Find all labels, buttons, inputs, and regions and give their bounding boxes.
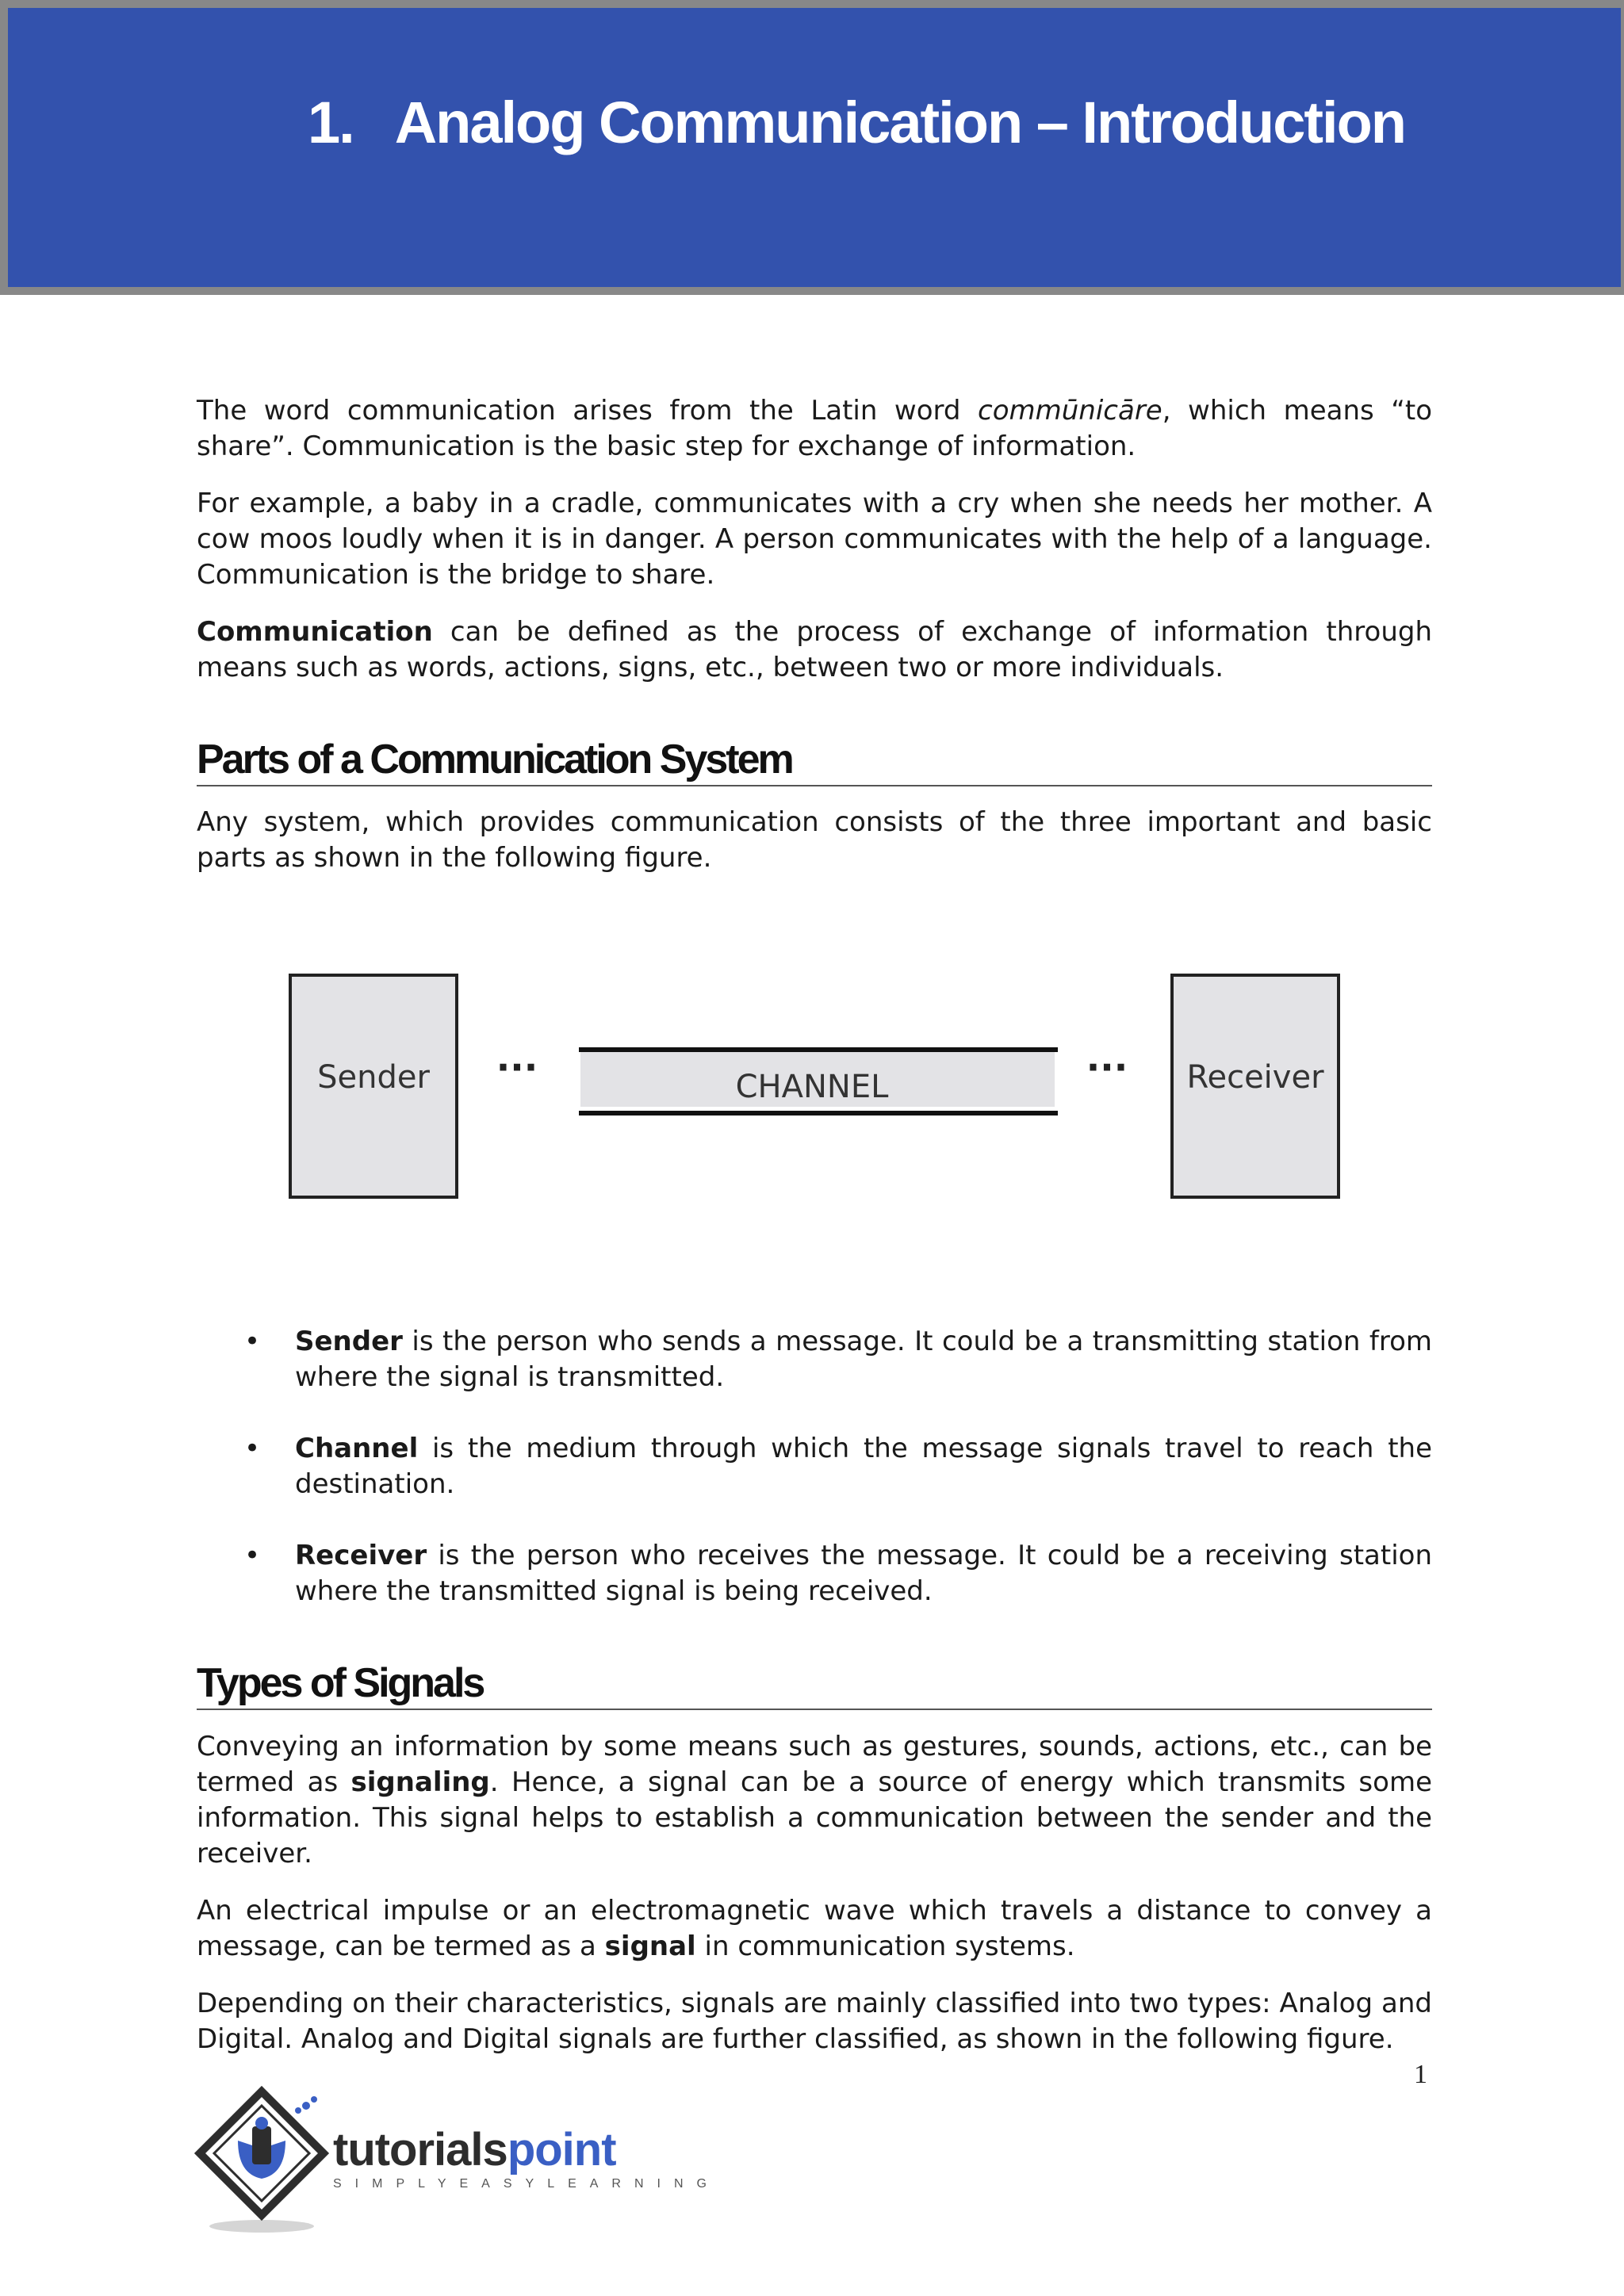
dots-left: ··· <box>496 1046 538 1089</box>
parts-intro-paragraph: Any system, which provides communication consists of the three important and basic parts as shown in the following figure. <box>197 806 1432 874</box>
bullet-text: is the medium through which the message signals travel to reach the destination. <box>295 1433 1432 1500</box>
logo-diamond-icon <box>193 2085 336 2236</box>
list-item <box>197 1324 1432 1395</box>
chapter-title <box>0 89 1624 156</box>
signals-section-heading: Types of Signals <box>197 1661 1432 1710</box>
chapter-title-text: Analog Communication – Introduction <box>394 90 1405 155</box>
intro-paragraph-1 <box>197 393 1432 465</box>
intro-paragraph-2: For example, a baby in a cradle, communicates with a cry when she needs her mother. A cow moos loudly when it is in danger. A person communicates with the help of a language. Communication is the bridge to share. <box>197 488 1432 591</box>
signals-p1-text-a: Conveying an information by some means such as gestures, sounds, actions, etc., can be termed as <box>197 1731 1432 1798</box>
page-number: 1 <box>1414 2060 1427 2089</box>
list-item <box>197 1538 1432 1609</box>
signals-paragraph-2 <box>197 1893 1432 1965</box>
bullet-term: Receiver <box>295 1540 427 1571</box>
intro-p1-text-b: , which means “to share”. Communication is the basic step for exchange of information. <box>197 395 1432 462</box>
parts-section-heading: Parts of a Communication System <box>197 737 1432 786</box>
intro-paragraph-3 <box>197 614 1432 686</box>
logo-tagline: SIMPLYEASYLEARNING <box>333 2177 720 2191</box>
signals-p1-text-b: . Hence, a signal can be a source of energy which transmits some information. This signal helps to establish a communication between the sender and the receiver. <box>197 1766 1432 1869</box>
intro-p1-text-a: The word communication arises from the Latin word <box>197 395 979 427</box>
dots-right: ··· <box>1086 1046 1128 1089</box>
communication-system-diagram <box>285 967 1348 1205</box>
signals-paragraph-1 <box>197 1729 1432 1872</box>
signaling-term: signaling <box>350 1766 490 1798</box>
sender-label: Sender <box>317 1059 430 1096</box>
definition-term: Communication <box>197 616 433 648</box>
bullet-glyph: • <box>244 1326 261 1357</box>
logo-word-b: point <box>507 2124 616 2175</box>
channel-label: CHANNEL <box>735 1069 889 1105</box>
parts-bullet-list <box>197 1324 1432 1645</box>
bullet-glyph: • <box>244 1540 261 1571</box>
logo-word-a: tutorials <box>333 2124 508 2175</box>
signals-paragraph-3: Depending on their characteristics, signals are mainly classified into two types: Analog and Digital. Analog and Digital signals are further classified, as shown in the following figure. <box>197 1988 1432 2055</box>
signal-term: signal <box>604 1931 696 1962</box>
latin-word: commūnicāre <box>978 395 1162 427</box>
bullet-glyph: • <box>244 1433 261 1464</box>
receiver-label: Receiver <box>1186 1059 1324 1096</box>
chapter-header <box>0 0 1624 295</box>
list-item <box>197 1431 1432 1502</box>
intro-section <box>197 393 1432 686</box>
logo-wordmark <box>333 2126 616 2174</box>
signals-p2-text-a: An electrical impulse or an electromagnetic wave which travels a distance to convey a message, can be termed as a <box>197 1895 1432 1962</box>
chapter-number: 1. <box>307 90 354 155</box>
parts-intro <box>197 805 1432 876</box>
bullet-term: Channel <box>295 1433 419 1464</box>
definition-text: can be defined as the process of exchange of information through means such as words, actions, signs, etc., between two or more individuals. <box>197 616 1432 683</box>
signals-section <box>197 1729 1432 2057</box>
bullet-term: Sender <box>295 1326 403 1357</box>
tutorialspoint-logo <box>193 2085 720 2236</box>
bullet-text: is the person who receives the message. It could be a receiving station where the transmitted signal is being received. <box>295 1540 1432 1607</box>
bullet-text: is the person who sends a message. It could be a transmitting station from where the signal is transmitted. <box>295 1326 1432 1393</box>
signals-p2-text-b: in communication systems. <box>695 1931 1075 1962</box>
